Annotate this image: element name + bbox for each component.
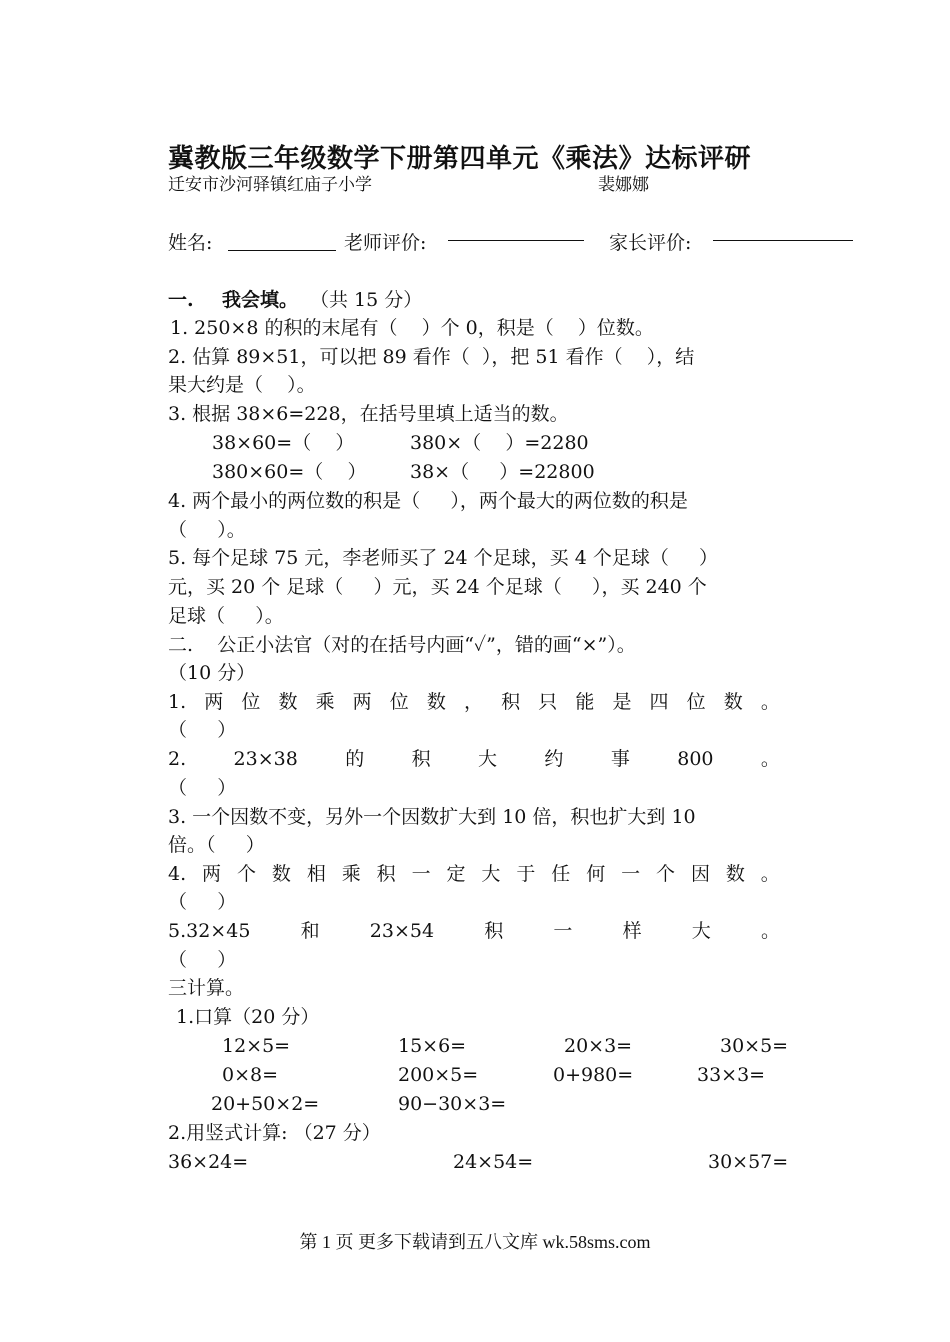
q-token: 大 <box>481 863 501 885</box>
q-token: 任 <box>551 863 571 885</box>
section1-score: （共 15 分） <box>310 289 423 311</box>
q-token: 1. <box>168 691 187 713</box>
q-token: 大 <box>691 920 711 942</box>
q-token: 位 <box>389 691 409 713</box>
calc-item: 15×6= <box>398 1035 467 1057</box>
q-token: 只 <box>538 691 558 713</box>
q-token: 23×38 <box>233 748 298 770</box>
name-blank[interactable] <box>228 250 336 251</box>
q-token: 5.32×45 <box>168 920 251 942</box>
q-token: 样 <box>622 920 642 942</box>
q-token: 两 <box>202 863 222 885</box>
name-label: 姓名: <box>168 232 213 254</box>
s2-question-4 <box>168 861 780 887</box>
q-token: 数 <box>271 863 291 885</box>
q-token: 事 <box>610 748 630 770</box>
s1-q3-item: 38×（ ）=22800 <box>410 461 595 483</box>
q-token: 定 <box>446 863 466 885</box>
q-token: 是 <box>612 691 632 713</box>
q-token: 数 <box>723 691 743 713</box>
q-token: 个 <box>656 863 676 885</box>
q-token: 大 <box>478 748 498 770</box>
q-token: 个 <box>236 863 256 885</box>
s1-q3-item: 380×（ ）=2280 <box>410 432 589 454</box>
parent-eval-blank[interactable] <box>713 240 853 241</box>
s2-answer-1[interactable]: （ ） <box>168 719 237 741</box>
q-token: 2. <box>168 748 187 770</box>
q-token: 。 <box>760 691 780 713</box>
q-token: 数 <box>278 691 298 713</box>
s2-answer-4[interactable]: （ ） <box>168 891 237 913</box>
s2-question-3b: 倍。（ ） <box>168 834 265 856</box>
s1-question-5c: 足球（ ）。 <box>168 605 284 627</box>
q-token: 能 <box>575 691 595 713</box>
q-token: 因 <box>690 863 710 885</box>
q-token: 数 <box>426 691 446 713</box>
s1-question-5a: 5. 每个足球 75 元，李老师买了 24 个足球，买 4 个足球（ ） <box>168 547 719 569</box>
q-token: 何 <box>586 863 606 885</box>
s2-question-1 <box>168 689 780 715</box>
q-token: 800 <box>677 748 714 770</box>
section2-score: （10 分） <box>168 662 256 684</box>
calc-item: 0+980= <box>553 1064 634 1086</box>
section3-title: 三计算。 <box>168 977 245 999</box>
section1-title: 我会填。 <box>222 289 299 311</box>
s2-question-5 <box>168 918 780 944</box>
calc-item: 36×24= <box>168 1151 249 1173</box>
q-token: 于 <box>516 863 536 885</box>
s1-q3-item: 380×60=（ ） <box>212 461 367 483</box>
s1-question-1: 1. 250×8 的积的末尾有（ ）个 0，积是（ ）位数。 <box>170 317 654 339</box>
q-token: 两 <box>204 691 224 713</box>
q-token: 位 <box>241 691 261 713</box>
calc-item: 90−30×3= <box>398 1093 507 1115</box>
section3-sub2: 2.用竖式计算: （27 分） <box>168 1122 381 1144</box>
q-token: 的 <box>345 748 365 770</box>
teacher-eval-label: 老师评价: <box>344 232 427 254</box>
q-token: 四 <box>649 691 669 713</box>
q-token: 和 <box>300 920 320 942</box>
q-token: 相 <box>306 863 326 885</box>
calc-item: 33×3= <box>697 1064 766 1086</box>
calc-item: 30×5= <box>720 1035 789 1057</box>
calc-item: 12×5= <box>222 1035 291 1057</box>
author-name: 裴娜娜 <box>598 175 649 195</box>
calc-item: 200×5= <box>398 1064 479 1086</box>
q-token: ， <box>464 691 484 713</box>
q-token: 两 <box>352 691 372 713</box>
parent-eval-label: 家长评价: <box>609 232 692 254</box>
q-token: 。 <box>760 920 780 942</box>
q-token: 积 <box>501 691 521 713</box>
s1-q3-item: 38×60=（ ） <box>212 432 355 454</box>
s1-question-4b: （ ）。 <box>168 519 246 541</box>
section3-sub1: 1.口算（20 分） <box>176 1006 320 1028</box>
q-token: 一 <box>621 863 641 885</box>
s2-question-2 <box>168 746 780 772</box>
q-token: 23×54 <box>369 920 435 942</box>
s1-question-2b: 果大约是（ ）。 <box>168 374 316 396</box>
s2-question-3a: 3. 一个因数不变，另外一个因数扩大到 10 倍，积也扩大到 10 <box>168 806 696 828</box>
s1-question-4a: 4. 两个最小的两位数的积是（ ），两个最大的两位数的积是 <box>168 490 688 512</box>
calc-item: 30×57= <box>708 1151 789 1173</box>
q-token: 积 <box>411 748 431 770</box>
s2-answer-5[interactable]: （ ） <box>168 949 237 971</box>
section2-title: 二. 公正小法官（对的在括号内画“✓”，错的画“×”）。 <box>168 634 636 656</box>
q-token: 乘 <box>315 691 335 713</box>
calc-item: 20+50×2= <box>211 1093 320 1115</box>
q-token: 。 <box>760 748 780 770</box>
calc-item: 0×8= <box>222 1064 279 1086</box>
page-title: 冀教版三年级数学下册第四单元《乘法》达标评研 <box>168 144 752 174</box>
teacher-eval-blank[interactable] <box>448 240 584 241</box>
s1-question-5b: 元，买 20 个 足球（ ）元，买 24 个足球（ ），买 240 个 <box>168 576 707 598</box>
q-token: 乘 <box>341 863 361 885</box>
q-token: 一 <box>553 920 573 942</box>
q-token: 。 <box>760 863 780 885</box>
q-token: 位 <box>686 691 706 713</box>
calc-item: 24×54= <box>453 1151 534 1173</box>
q-token: 积 <box>484 920 504 942</box>
q-token: 一 <box>411 863 431 885</box>
school-name: 迁安市沙河驿镇红庙子小学 <box>168 175 372 195</box>
page-footer: 第 1 页 更多下载请到五八文库 wk.58sms.com <box>299 1232 651 1252</box>
section1-number: 一. <box>168 289 194 311</box>
calc-item: 20×3= <box>564 1035 633 1057</box>
s1-question-3: 3. 根据 38×6=228，在括号里填上适当的数。 <box>168 403 569 425</box>
q-token: 4. <box>168 863 187 885</box>
s2-answer-2[interactable]: （ ） <box>168 777 237 799</box>
q-token: 约 <box>544 748 564 770</box>
s1-question-2a: 2. 估算 89×51，可以把 89 看作（ ），把 51 看作（ ），结 <box>168 346 695 368</box>
q-token: 数 <box>725 863 745 885</box>
q-token: 积 <box>376 863 396 885</box>
